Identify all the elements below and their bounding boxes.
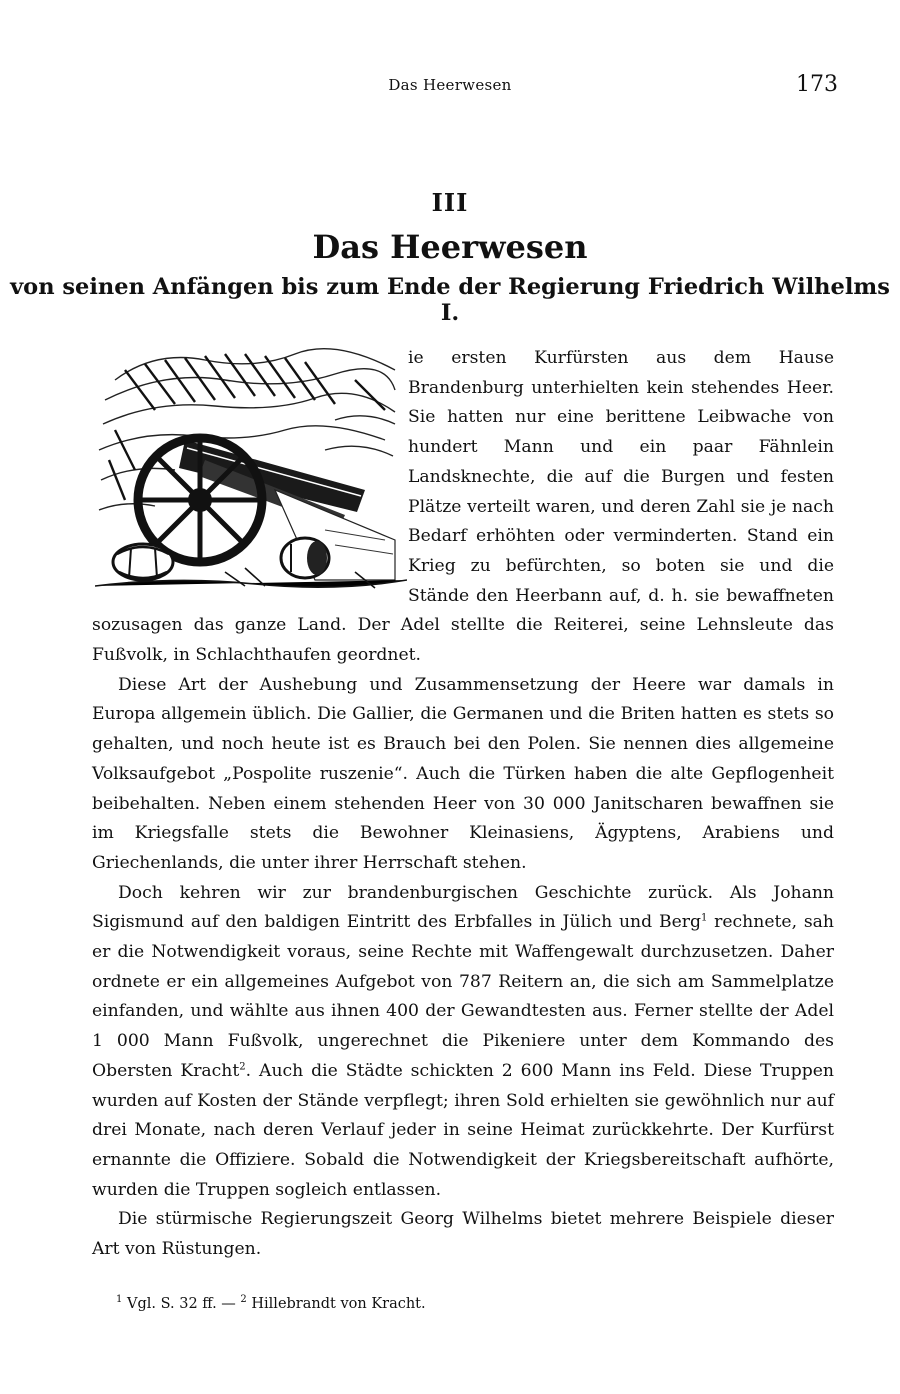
- page-number: 173: [796, 72, 838, 97]
- paragraph-2-text: Diese Art der Aushebung und Zusammensetzung der Heere war damals in Europa allgemein üblich. Die Gallier, die Germanen und die Briten hatten es stets so gehalten, und noch heute ist es Brauch bei den Polen. Sie nennen dies allgemeine Volksaufgebot „Pospolite ruszenie“. Auch die Türken haben die alte Gepflogenheit beibehalten. Neben einem stehenden Heer von 30 000 Janitscharen bewaffnen sie im Kriegsfalle stets die Bewohner Kleinasiens, Ägyptens, Arabiens und Griechenlands, die unter ihrer Herrschaft stehen.: [92, 674, 834, 873]
- footnote-text-1: Vgl. S. 32 ff. —: [122, 1296, 241, 1312]
- chapter-title: Das Heerwesen: [312, 228, 588, 266]
- paragraph-3: [92, 879, 834, 1206]
- paragraph-2: [92, 671, 834, 879]
- footnote-text-2: Hillebrandt von Kracht.: [246, 1296, 426, 1312]
- paragraph-3-text-a: Doch kehren wir zur brandenburgischen Geschichte zurück. Als Johann Sigismund auf den baldigen Eintritt des Erbfalles in Jülich und Berg: [92, 882, 834, 933]
- footnote-mark-2: 2: [240, 1294, 247, 1306]
- running-head: Das Heerwesen: [388, 76, 512, 94]
- illustration-space: [92, 344, 408, 611]
- paragraph-3-text-b: rechnete, sah er die Notwendigkeit voraus, seine Rechte mit Waffengewalt durchzusetzen. Daher ordnete er ein allgemeines Aufgebot von 787 Reitern an, die sich am Sammelplatze einfanden, und wählte aus ihnen 400 der Gewandtesten aus. Ferner stellte der Adel 1 000 Mann Fußvolk, ungerechnet die Pikeniere unter dem Kommando des Obersten Kracht: [92, 912, 834, 1081]
- footnotes: [116, 1296, 426, 1312]
- paragraph-3-text-c: . Auch die Städte schickten 2 600 Mann ins Feld. Diese Truppen wurden auf Kosten der Stände verpflegt; ihren Sold erhielten sie gewöhnlich nur auf drei Monate, nach deren Verlauf jeder in seine Heimat zurückkehrte. Der Kurfürst ernannte die Offiziere. Sobald die Notwendigkeit der Kriegsbereitschaft aufhörte, wurden die Truppen sogleich entlassen.: [92, 1060, 834, 1200]
- paragraph-4-text: Die stürmische Regierungszeit Georg Wilhelms bietet mehrere Beispiele dieser Art von Rüstungen.: [92, 1209, 834, 1260]
- paragraph-4: [92, 1205, 834, 1264]
- chapter-subtitle: von seinen Anfängen bis zum Ende der Regierung Friedrich Wilhelms I.: [10, 274, 890, 326]
- footnote-ref-2: 2: [239, 1061, 246, 1073]
- paragraph-1-text: ie ersten Kurfürsten aus dem Hause Brandenburg unterhielten kein stehendes Heer. Sie hatten nur eine berittene Leibwache von hundert Mann und ein paar Fähnlein Landsknechte, die auf die Burgen und festen Plätze verteilt waren, und deren Zahl sie je nach Bedarf erhöhten oder verminderten. Stand ein Krieg zu befürchten, so boten sie und die Stände den Heerbann auf, d. h. sie bewaffneten sozusagen das ganze Land. Der Adel stellte die Reiterei, seine Lehnsleute das Fußvolk, in Schlachthaufen geordnet.: [92, 348, 834, 666]
- body-text: [92, 344, 834, 1265]
- footnote-ref-1: 1: [700, 912, 708, 924]
- footnote-mark-1: 1: [116, 1294, 123, 1306]
- chapter-number: III: [431, 188, 469, 217]
